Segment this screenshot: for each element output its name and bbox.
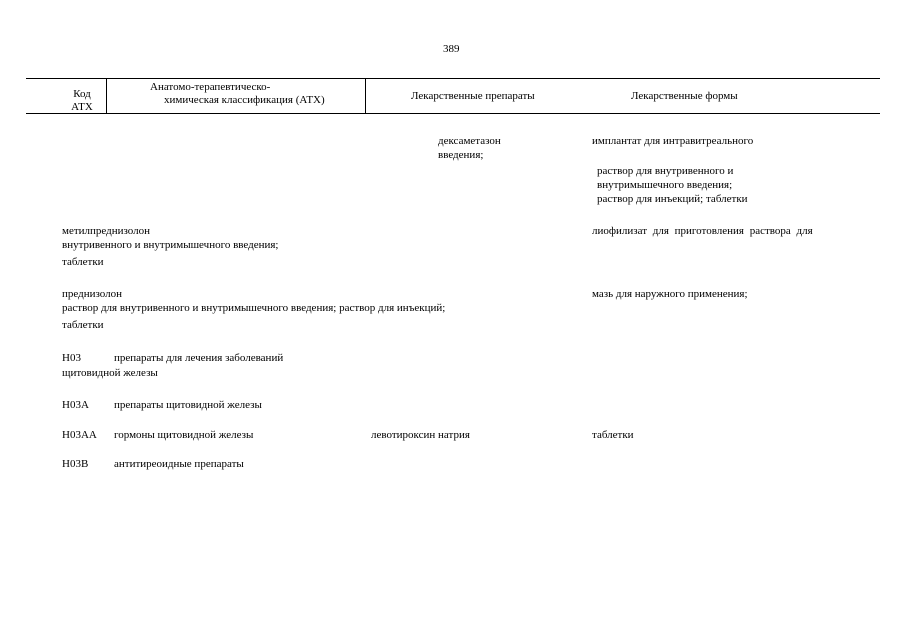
form-lyophilizate: лиофилизат для приготовления раствора для — [592, 225, 813, 237]
row-name-h03a: препараты щитовидной железы — [114, 399, 262, 411]
row-name-h03b: антитиреоидные препараты — [114, 458, 244, 470]
header-bottom-rule — [26, 113, 880, 114]
header-top-rule — [26, 78, 880, 79]
row-code-h03: H03 — [62, 352, 81, 364]
methylprednisolone-line2: внутривенного и внутримышечного введения; — [62, 239, 279, 251]
row-code-h03aa: H03AA — [62, 429, 97, 441]
drug-prednisolone: преднизолон — [62, 288, 123, 300]
header-code-line1: Код — [73, 88, 91, 100]
prednisolone-line3: таблетки — [62, 319, 104, 331]
form-solution-line3: раствор для инъекций; таблетки — [597, 193, 748, 205]
drug-dexamethasone-cont: введения; — [438, 149, 484, 161]
drug-methylprednisolone: метилпреднизолон — [62, 225, 151, 237]
row-code-h03a: H03A — [62, 399, 89, 411]
row-name-h03-cont: щитовидной железы — [62, 367, 158, 379]
form-implant: имплантат для интравитреального — [592, 135, 754, 147]
row-name-h03aa: гормоны щитовидной железы — [114, 429, 254, 441]
row-drug-h03aa: левотироксин натрия — [371, 429, 470, 441]
header-atc — [150, 81, 325, 107]
row-form-h03aa: таблетки — [592, 429, 634, 441]
form-solution-line2: внутримышечного введения; — [597, 179, 733, 191]
header-drugs: Лекарственные препараты — [411, 90, 535, 102]
page-number: 389 — [443, 43, 460, 55]
header-code — [60, 88, 104, 114]
drug-dexamethasone: дексаметазон — [438, 135, 501, 147]
header-atc-line2: химическая классификация (АТХ) — [164, 94, 325, 106]
prednisolone-line2: раствор для внутривенного и внутримышечного введения; раствор для инъекций; — [62, 302, 446, 314]
methylprednisolone-line3: таблетки — [62, 256, 104, 268]
header-code-line2: АТХ — [71, 101, 93, 113]
form-solution-line1: раствор для внутривенного и — [597, 165, 734, 177]
header-atc-line1: Анатомо-терапевтическо- — [150, 81, 271, 93]
header-divider-1 — [106, 78, 107, 113]
row-name-h03: препараты для лечения заболеваний — [114, 352, 284, 364]
header-forms: Лекарственные формы — [631, 90, 738, 102]
header-divider-2 — [365, 78, 366, 113]
form-ointment: мазь для наружного применения; — [592, 288, 748, 300]
row-code-h03b: H03B — [62, 458, 89, 470]
